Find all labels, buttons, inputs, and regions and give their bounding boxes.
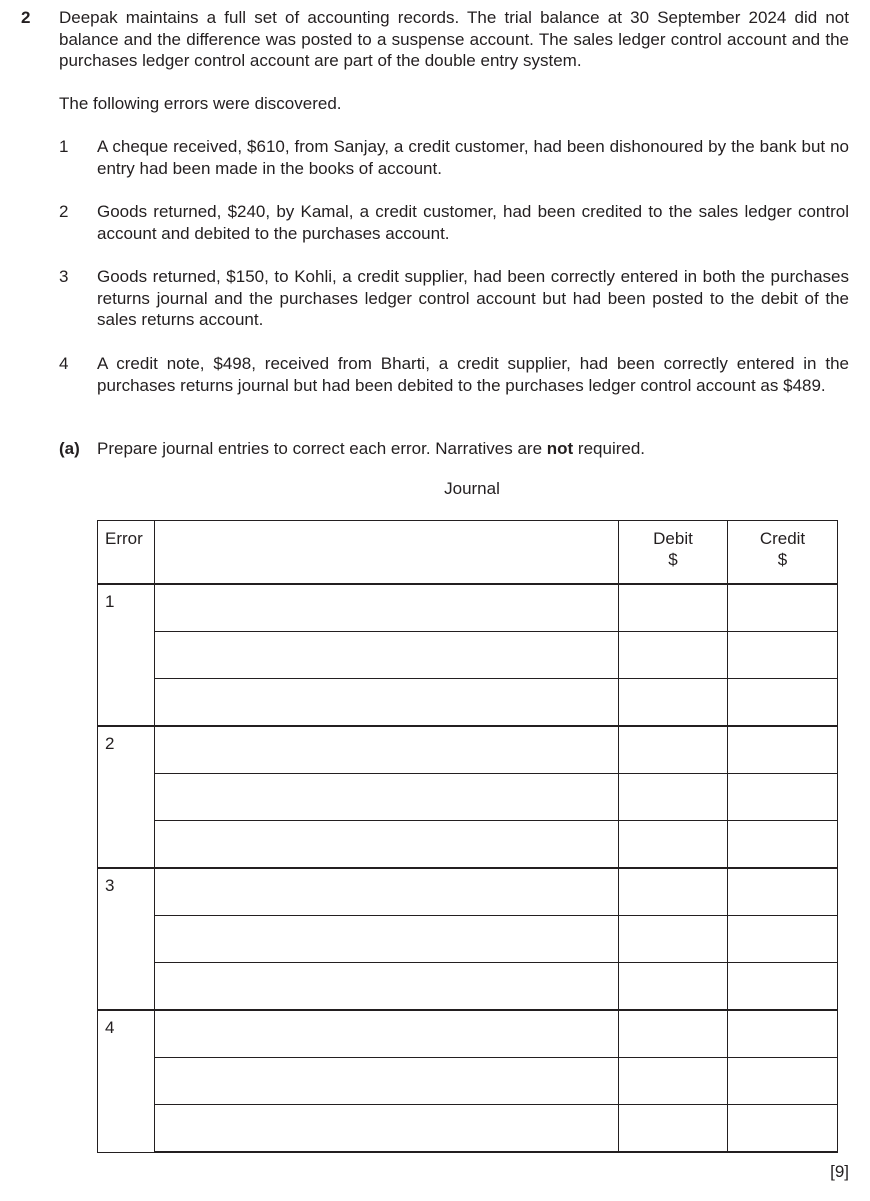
credit-entry-field[interactable] xyxy=(728,726,838,774)
errors-lead: The following errors were discovered. xyxy=(59,94,342,113)
account-entry-field[interactable] xyxy=(155,1010,619,1058)
error-text: A cheque received, $610, from Sanjay, a credit customer, had been dishonoured by the bank but no entry had been made in the books of account. xyxy=(97,137,849,178)
error-number-cell: 3 xyxy=(98,868,155,1010)
debit-entry-field[interactable] xyxy=(619,584,728,632)
credit-entry-field[interactable] xyxy=(728,774,838,821)
journal-row xyxy=(98,632,838,679)
debit-currency: $ xyxy=(668,550,678,569)
account-entry-field[interactable] xyxy=(155,584,619,632)
account-entry-field[interactable] xyxy=(155,821,619,869)
part-a-label: (a) xyxy=(59,439,80,458)
error-column-header: Error xyxy=(98,521,155,585)
credit-entry-field[interactable] xyxy=(728,679,838,727)
error-number: 4 xyxy=(59,354,69,373)
journal-row xyxy=(98,1105,838,1153)
journal-table xyxy=(97,520,838,1153)
debit-entry-field[interactable] xyxy=(619,1058,728,1105)
question-number: 2 xyxy=(21,8,31,27)
error-number-cell: 2 xyxy=(98,726,155,868)
credit-entry-field[interactable] xyxy=(728,632,838,679)
credit-label: Credit xyxy=(759,529,806,548)
account-entry-field[interactable] xyxy=(155,916,619,963)
error-number-cell: 1 xyxy=(98,584,155,726)
question-intro: Deepak maintains a full set of accounting records. The trial balance at 30 September 2024 did not balance and the difference was posted to a suspense account. The sales ledger control account and the purchases ledger control account are part of the double entry system. xyxy=(59,8,849,70)
account-entry-field[interactable] xyxy=(155,1105,619,1153)
debit-entry-field[interactable] xyxy=(619,868,728,916)
error-number-cell: 4 xyxy=(98,1010,155,1152)
instruction-text: Prepare journal entries to correct each error. Narratives are xyxy=(97,439,547,458)
error-number: 2 xyxy=(59,202,69,221)
debit-entry-field[interactable] xyxy=(619,963,728,1011)
debit-column-header xyxy=(619,521,728,585)
journal-row xyxy=(98,963,838,1011)
account-entry-field[interactable] xyxy=(155,868,619,916)
debit-entry-field[interactable] xyxy=(619,1010,728,1058)
journal-row xyxy=(98,916,838,963)
debit-label: Debit xyxy=(653,529,693,548)
part-a-instruction xyxy=(97,438,645,460)
journal-row xyxy=(98,774,838,821)
credit-entry-field[interactable] xyxy=(728,1105,838,1153)
journal-header-row xyxy=(98,521,838,585)
account-entry-field[interactable] xyxy=(155,963,619,1011)
account-entry-field[interactable] xyxy=(155,774,619,821)
debit-entry-field[interactable] xyxy=(619,1105,728,1153)
marks-allocation: [9] xyxy=(830,1162,849,1181)
credit-column-header xyxy=(728,521,838,585)
debit-entry-field[interactable] xyxy=(619,726,728,774)
journal-row xyxy=(98,1058,838,1105)
account-entry-field[interactable] xyxy=(155,632,619,679)
error-number: 1 xyxy=(59,137,69,156)
error-number: 3 xyxy=(59,267,69,286)
debit-entry-field[interactable] xyxy=(619,774,728,821)
instruction-emphasis: not xyxy=(546,439,574,458)
credit-entry-field[interactable] xyxy=(728,1010,838,1058)
journal-row xyxy=(98,868,838,916)
account-entry-field[interactable] xyxy=(155,679,619,727)
journal-row xyxy=(98,584,838,632)
debit-entry-field[interactable] xyxy=(619,679,728,727)
debit-entry-field[interactable] xyxy=(619,821,728,869)
error-text: Goods returned, $240, by Kamal, a credit customer, had been credited to the sales ledger control account and debited to the purchases account. xyxy=(97,202,849,243)
credit-entry-field[interactable] xyxy=(728,868,838,916)
journal-row xyxy=(98,821,838,869)
credit-entry-field[interactable] xyxy=(728,1058,838,1105)
error-text: A credit note, $498, received from Bharti, a credit supplier, had been correctly entered in the purchases returns journal but had been debited to the purchases ledger control account as $489. xyxy=(97,354,849,395)
instruction-text-end: required. xyxy=(573,439,646,458)
credit-entry-field[interactable] xyxy=(728,963,838,1011)
account-entry-field[interactable] xyxy=(155,1058,619,1105)
credit-entry-field[interactable] xyxy=(728,916,838,963)
account-column-header xyxy=(155,521,619,585)
debit-entry-field[interactable] xyxy=(619,916,728,963)
error-text: Goods returned, $150, to Kohli, a credit supplier, had been correctly entered in both the purchases returns journal and the purchases ledger control account but had been posted to the debit of the sales returns account. xyxy=(97,267,849,329)
journal-row xyxy=(98,1010,838,1058)
credit-currency: $ xyxy=(777,550,788,569)
credit-entry-field[interactable] xyxy=(728,821,838,869)
account-entry-field[interactable] xyxy=(155,726,619,774)
credit-entry-field[interactable] xyxy=(728,584,838,632)
journal-row xyxy=(98,726,838,774)
debit-entry-field[interactable] xyxy=(619,632,728,679)
journal-title: Journal xyxy=(444,479,500,498)
journal-row xyxy=(98,679,838,727)
